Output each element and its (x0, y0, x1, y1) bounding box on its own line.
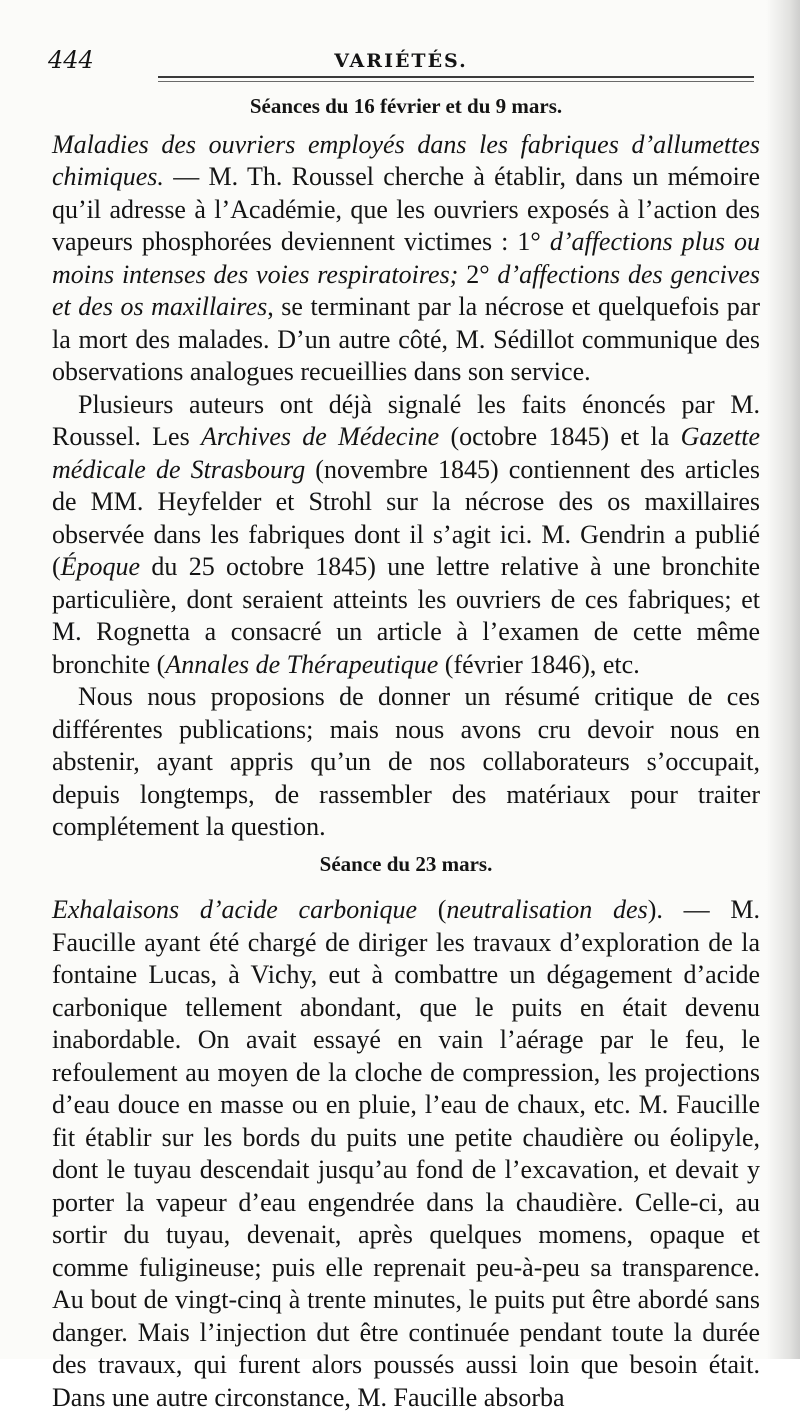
journal-title: Gazette médicale de Strasbourg (52, 422, 760, 484)
journal-title: Archives de Médecine (201, 422, 440, 451)
article-title: Maladies des ouvriers employés dans les fabriques d’allumettes chimiques. (52, 129, 760, 191)
page-body (52, 90, 760, 1414)
paragraph-exhalaisons (52, 894, 760, 1414)
paragraph-text: ). — M. Faucille ayant été chargé de diriger les travaux d’exploration de la fontaine Lucas, à Vichy, eut à combattre un dégagement d’acide carbonique tellement abondant, que le puits en était devenu inabordable. On avait essayé en vain l’aérage par le feu, le refoulement au moyen de la cloche de compression, les projections d’eau douce en masse ou en pluie, l’eau de chaux, etc. M. Faucille fit établir sur les bords du puits une petite chaudière ou éolipyle, dont le tuyau descendait jusqu’au fond de l’excavation, et devait y porter la vapeur d’eau engendrée dans la chaudière. Celle-ci, au sortir du tuyau, devenait, après quelques momens, opaque et comme fuligineuse; puis elle reprenait peu-à-peu sa transparence. Au bout de vingt-cinq à trente minutes, le puits put être abordé sans danger. Mais l’injection dut être continuée pendant toute la durée des travaux, qui furent alors poussés aussi loin que besoin était. Dans une autre circonstance, M. Faucille absorba (52, 895, 760, 1412)
page-gutter-shadow (766, 0, 800, 1359)
session-heading-1: Séances du 16 février et du 9 mars. (249, 94, 563, 118)
paragraph-text: (novembre 1845) contiennent des articles de MM. Heyfelder et Strohl sur la nécrose des os maxillaires observée dans les fabriques dont il s’agit ici. M. Gendrin a publié ( (52, 454, 761, 581)
paragraph-text: Plusieurs auteurs ont déjà signalé les faits énoncés par M. Roussel. Les (52, 389, 760, 451)
session-heading-2: Séance du 23 mars. (319, 851, 493, 876)
article-title: Exhalaisons d’acide carbonique (52, 895, 417, 924)
emphasis-text: d’affections des gencives et des os maxillaires (52, 259, 760, 321)
paragraph-text: 2° (458, 259, 498, 289)
paragraph-text: (octobre 1845) et la (439, 422, 681, 451)
paragraph-resume: Nous nous proposions de donner un résumé critique de ces différentes publications; mais nous avons cru devoir nous en abstenir, ayant appris qu’un de nos collaborateurs s’occupait, depuis longtemps, de rassembler des matériaux pour traiter complétement la question. (52, 682, 760, 841)
paragraph-text: du 25 octobre 1845) une lettre relative à une bronchite particulière, dont seraient atteints les ouvriers de ces fabriques; et M. Rognetta a consacré un article à l’examen de cette même bronchite ( (52, 552, 760, 679)
paragraph-maladies (52, 129, 760, 389)
paragraph-text: ( (416, 895, 447, 924)
paragraph-auteurs (52, 389, 760, 682)
article-title: neutralisation des (446, 895, 648, 924)
emphasis-text: d’affections plus ou moins intenses des voies respiratoires; (52, 227, 760, 289)
running-title: VARIÉTÉS. (334, 50, 468, 72)
paragraph-text: (février 1846), etc. (438, 649, 640, 679)
paragraph-text: — M. Th. Roussel cherche à établir, dans un mémoire qu’il adresse à l’Académie, que les ouvriers exposés à l’action des vapeurs phosphorées deviennent victimes : 1° (52, 162, 760, 256)
page-number: 444 (48, 46, 94, 74)
header-rule-thin (158, 81, 754, 82)
paragraph-text: , se terminant par la nécrose et quelquefois par la mort des malades. D’un autre côté, M. Sédillot communique des observations analogues recueillies dans son service. (52, 292, 760, 386)
journal-title: Annales de Thérapeutique (165, 649, 439, 679)
page-header (48, 44, 754, 78)
header-rule (158, 76, 754, 78)
journal-title: Époque (60, 552, 141, 581)
